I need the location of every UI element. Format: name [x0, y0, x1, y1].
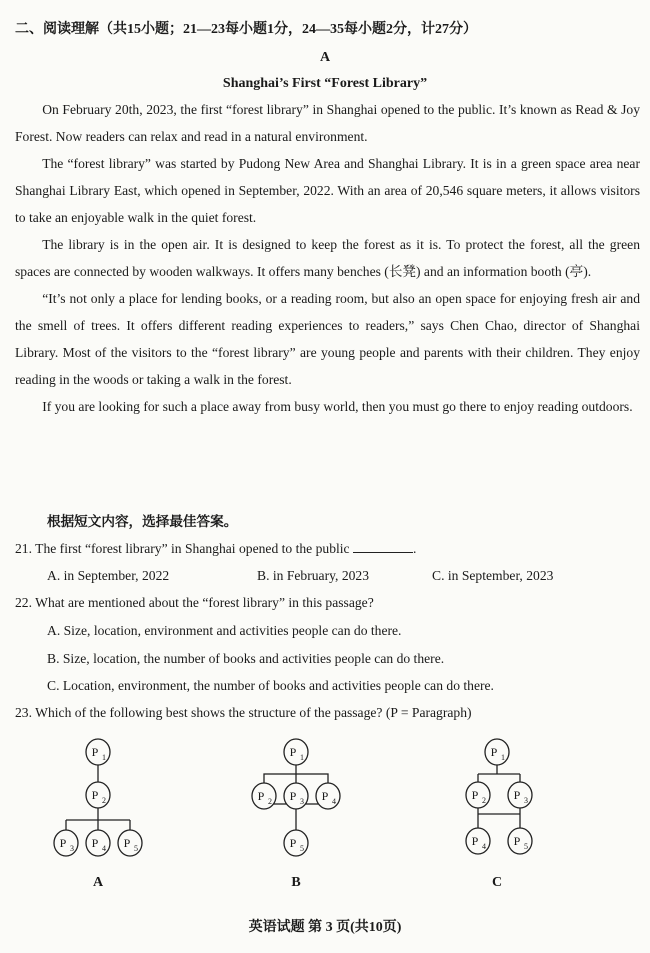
- section-header: 二、阅读理解（共15小题；21—23每小题1分，24—35每小题2分，计27分）: [15, 22, 477, 37]
- svg-text:3: 3: [300, 797, 304, 806]
- diagram-c-node-p1: [485, 739, 509, 765]
- diagram-b-node-p1: [284, 739, 308, 765]
- svg-text:2: 2: [268, 797, 272, 806]
- q21-option-c[interactable]: C. in September, 2023: [432, 568, 554, 583]
- diagram-b-node-p4: [316, 783, 340, 809]
- diagram-a-node-p3: [54, 830, 78, 856]
- part-letter: A: [319, 50, 331, 65]
- svg-text:2: 2: [102, 796, 106, 805]
- page-footer: 英语试题 第 3 页(共10页): [248, 920, 402, 935]
- passage-title: Shanghai’s First “Forest Library”: [222, 76, 428, 91]
- svg-text:4: 4: [482, 842, 486, 851]
- q22-option-c[interactable]: C. Location, environment, the number of books and activities people can do there.: [47, 678, 494, 693]
- question-21-stem: 21. The first “forest library” in Shanghai opened to the public: [15, 541, 350, 556]
- svg-text:2: 2: [482, 796, 486, 805]
- svg-text:P: P: [91, 745, 99, 759]
- diagram-a-node-p4: [86, 830, 110, 856]
- svg-text:P: P: [257, 789, 265, 803]
- answer-blank[interactable]: [353, 538, 413, 553]
- paragraph-2: The “forest library” was started by Pudong New Area and Shanghai Library. It is in a green space area near Shanghai Library East, which opened in September, 2022. With an area of 20,546 square meters, it allows visitors to take an enjoyable walk in the quiet forest.: [15, 156, 640, 225]
- diagram-a-node-p1: [86, 739, 110, 765]
- svg-text:P: P: [289, 789, 297, 803]
- svg-text:P: P: [289, 745, 297, 759]
- diagram-nodes: [54, 739, 532, 856]
- diagram-label-b[interactable]: B: [291, 875, 301, 890]
- diagram-label-a[interactable]: A: [92, 875, 104, 890]
- svg-text:P: P: [123, 836, 131, 850]
- diagram-c-node-p5: [508, 828, 532, 854]
- diagram-c-node-p3: [508, 782, 532, 808]
- svg-text:5: 5: [134, 844, 138, 853]
- question-22: 22. What are mentioned about the “forest library” in this passage?: [15, 595, 374, 610]
- q21-option-b[interactable]: B. in February, 2023: [257, 568, 370, 583]
- svg-text:P: P: [91, 836, 99, 850]
- structure-diagrams: [0, 730, 650, 900]
- paragraph-1: On February 20th, 2023, the first “forest library” in Shanghai opened to the public. It’s known as Read & Joy Forest. Now readers can relax and read in a natural environment.: [15, 102, 640, 144]
- diagram-label-c[interactable]: C: [491, 875, 503, 890]
- svg-text:P: P: [513, 834, 521, 848]
- svg-text:P: P: [289, 836, 297, 850]
- diagram-c-node-p4: [466, 828, 490, 854]
- paragraph-3: The library is in the open air. It is designed to keep the forest as it is. To protect the forest, all the green spaces are connected by wooden walkways. It offers many benches (长凳) and an information booth (亭).: [15, 237, 640, 279]
- diagram-b-node-p2: [252, 783, 276, 809]
- diagram-a-node-p5: [118, 830, 142, 856]
- svg-text:3: 3: [70, 844, 74, 853]
- diagram-c-node-p2: [466, 782, 490, 808]
- diagram-labels: [93, 875, 502, 890]
- question-21-end: .: [413, 541, 417, 556]
- diagram-a-node-p2: [86, 782, 110, 808]
- paragraph-4: “It’s not only a place for lending books, or a reading room, but also an open space for enjoying fresh air and the smell of trees. It offers different reading experiences to readers,” says Chen Chao, director of Shanghai Library. Most of the visitors to the “forest library” are young people and parents with their children. They enjoy reading in the woods or taking a walk in the forest.: [15, 291, 640, 387]
- svg-text:P: P: [59, 836, 67, 850]
- svg-text:1: 1: [300, 753, 304, 762]
- svg-text:5: 5: [524, 842, 528, 851]
- svg-text:P: P: [321, 789, 329, 803]
- paragraph-5: If you are looking for such a place away from busy world, then you must go there to enjoy reading outdoors.: [42, 399, 633, 414]
- svg-text:P: P: [490, 745, 498, 759]
- diagram-b-node-p3: [284, 783, 308, 809]
- svg-text:P: P: [471, 834, 479, 848]
- passage: [15, 96, 640, 420]
- q22-option-a[interactable]: A. Size, location, environment and activities people can do there.: [47, 623, 402, 638]
- svg-text:1: 1: [102, 753, 106, 762]
- svg-text:4: 4: [102, 844, 106, 853]
- q21-option-a[interactable]: A. in September, 2022: [47, 568, 170, 583]
- instruction: 根据短文内容，选择最佳答案。: [47, 514, 238, 529]
- question-21: [15, 535, 416, 562]
- svg-text:1: 1: [501, 753, 505, 762]
- q22-option-b[interactable]: B. Size, location, the number of books and activities people can do there.: [47, 651, 445, 666]
- svg-text:P: P: [471, 788, 479, 802]
- diagram-b-node-p5: [284, 830, 308, 856]
- svg-text:5: 5: [300, 844, 304, 853]
- svg-text:P: P: [513, 788, 521, 802]
- svg-text:3: 3: [524, 796, 528, 805]
- svg-text:4: 4: [332, 797, 336, 806]
- question-23: 23. Which of the following best shows the structure of the passage? (P = Paragraph): [15, 705, 472, 720]
- svg-text:P: P: [91, 788, 99, 802]
